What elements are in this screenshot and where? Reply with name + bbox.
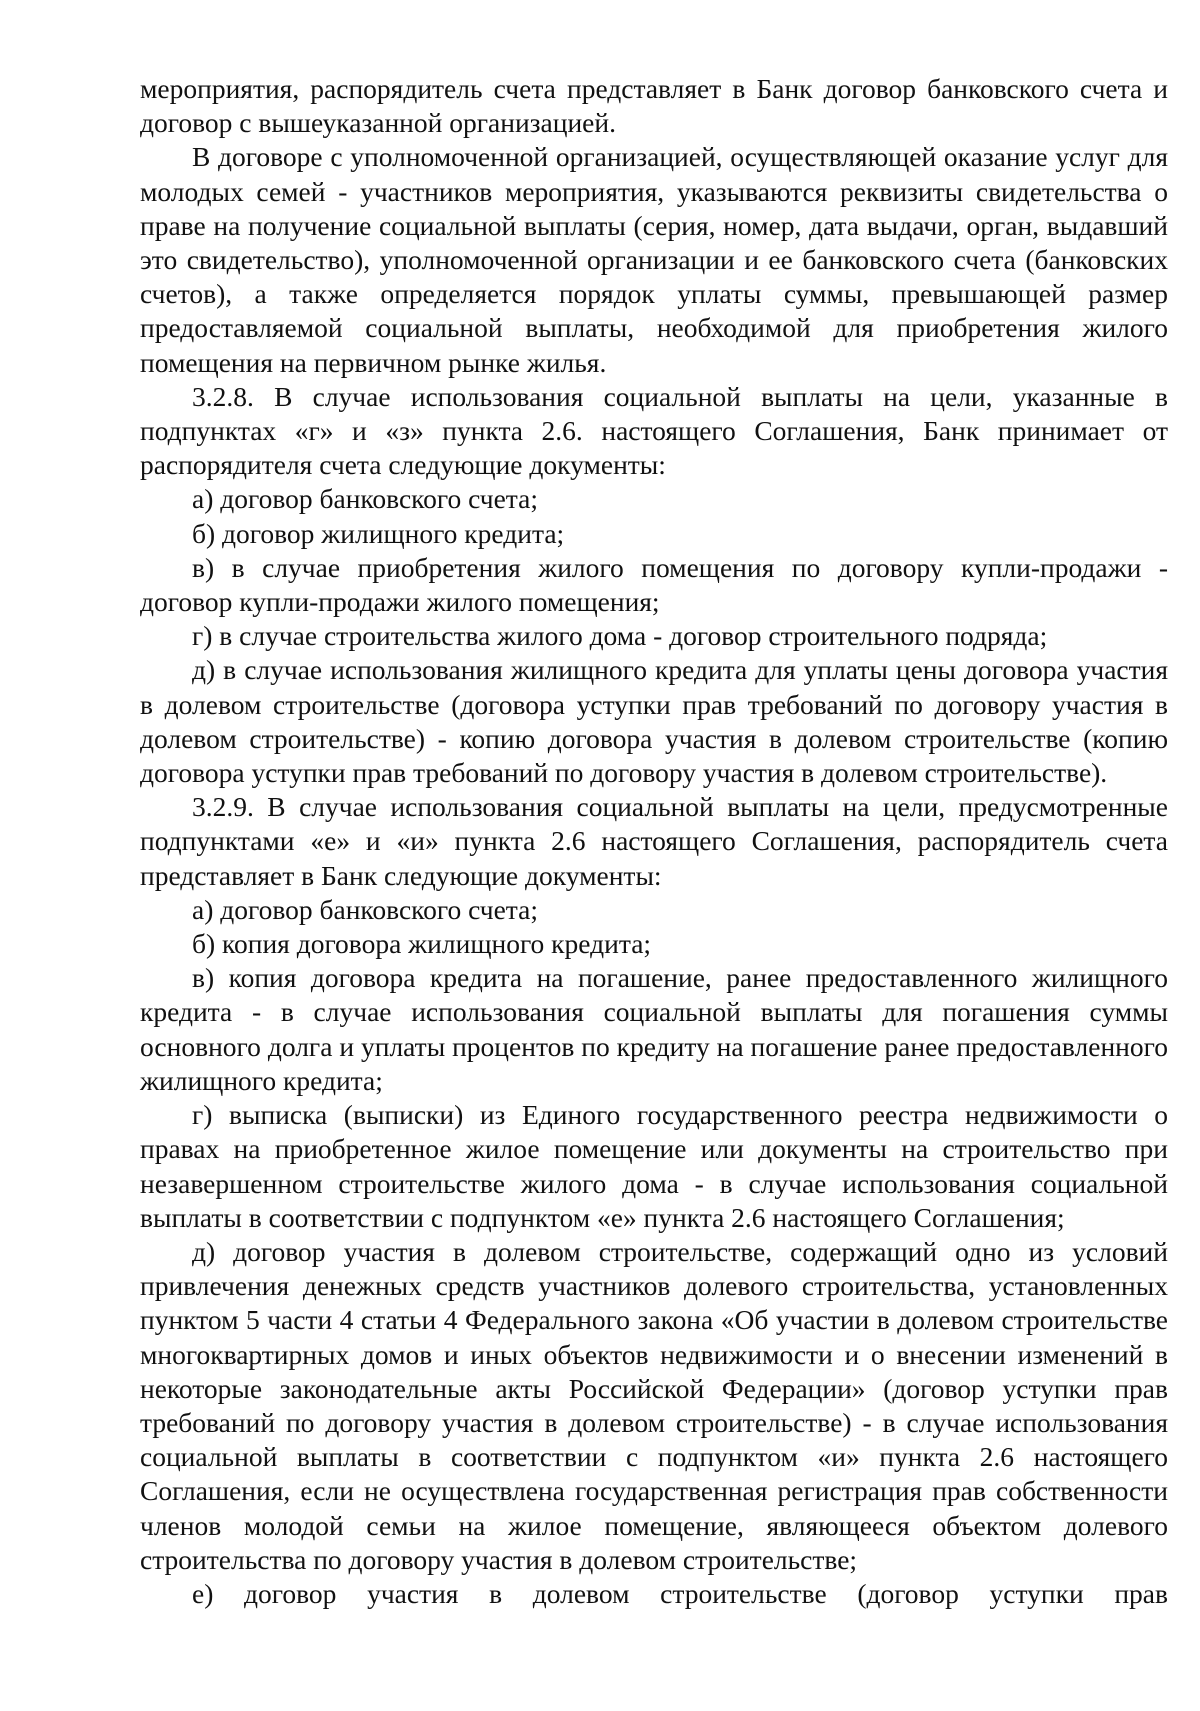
paragraph-contract-details: В договоре с уполномоченной организацией, осуществляющей оказание услуг для молодых семей - участников мероприятия, указываются реквизиты свидетельства о праве на получение социальной выплаты (серия, номер, дата выдачи, орган, выдавший это свидетельство), уполномоченной организации и ее банковского счета (банковских счетов), а также определяется порядок уплаты суммы, превышающей размер предоставляемой социальной выплаты, необходимой для приобретения жилого помещения на первичном рынке жилья. — [140, 141, 1168, 378]
list-item-3-2-8-a: а) договор банковского счета; — [192, 483, 538, 515]
list-item-3-2-9-v: в) копия договора кредита на погашение, ранее предоставленного жилищного кредита - в случае использования социальной выплаты для погашения суммы основного долга и уплаты процентов по кредиту на погашение ранее предоставленного жилищного кредита; — [140, 962, 1168, 1096]
paragraph-continuation: мероприятия, распорядитель счета представляет в Банк договор банковского счета и договор с вышеуказанной организацией. — [140, 73, 1168, 139]
paragraph-3-2-8: 3.2.8. В случае использования социальной выплаты на цели, указанные в подпунктах «г» и «з» пункта 2.6. настоящего Соглашения, Банк принимает от распорядителя счета следующие документы: — [140, 380, 1168, 481]
list-item-3-2-9-e: е) договор участия в долевом строительстве (договор уступки прав — [192, 1577, 1168, 1609]
document-body — [140, 72, 1168, 1611]
list-item-3-2-9-g: г) выписка (выписки) из Единого государственного реестра недвижимости о правах на приобретенное жилое помещение или документы на строительство при незавершенном строительстве жилого дома - в случае использования социальной выплаты в соответствии с подпунктом «е» пункта 2.6 настоящего Соглашения; — [140, 1099, 1168, 1233]
list-item-3-2-9-b: б) копия договора жилищного кредита; — [192, 928, 652, 960]
list-item-3-2-8-b: б) договор жилищного кредита; — [192, 517, 565, 549]
list-item-3-2-8-v: в) в случае приобретения жилого помещения по договору купли-продажи - договор купли-продажи жилого помещения; — [140, 551, 1168, 618]
paragraph-3-2-9: 3.2.9. В случае использования социальной выплаты на цели, предусмотренные подпунктами «е» и «и» пункта 2.6 настоящего Соглашения, распорядитель счета представляет в Банк следующие документы: — [140, 791, 1168, 891]
list-item-3-2-9-a: а) договор банковского счета; — [192, 893, 538, 925]
list-item-3-2-8-g: г) в случае строительства жилого дома - договор строительного подряда; — [192, 620, 1048, 652]
list-item-3-2-9-d: д) договор участия в долевом строительстве, содержащий одно из условий привлечения денежных средств участников долевого строительства, установленных пунктом 5 части 4 статьи 4 Федерального закона «Об участии в долевом строительстве многоквартирных домов и иных объектов недвижимости и о внесении изменений в некоторые законодательные акты Российской Федерации» (договор уступки прав требований по договору участия в долевом строительстве) - в случае использования социальной выплаты в соответствии с подпунктом «и» пункта 2.6 настоящего Соглашения, если не осуществлена государственная регистрация прав собственности членов молодой семьи на жилое помещение, являющееся объектом долевого строительства по договору участия в долевом строительстве; — [140, 1235, 1168, 1575]
list-item-3-2-8-d: д) в случае использования жилищного кредита для уплаты цены договора участия в долевом строительстве (договора уступки прав требований по договору участия в долевом строительстве) - копию договора участия в долевом строительстве (копию договора уступки прав требований по договору участия в долевом строительстве). — [140, 654, 1168, 789]
